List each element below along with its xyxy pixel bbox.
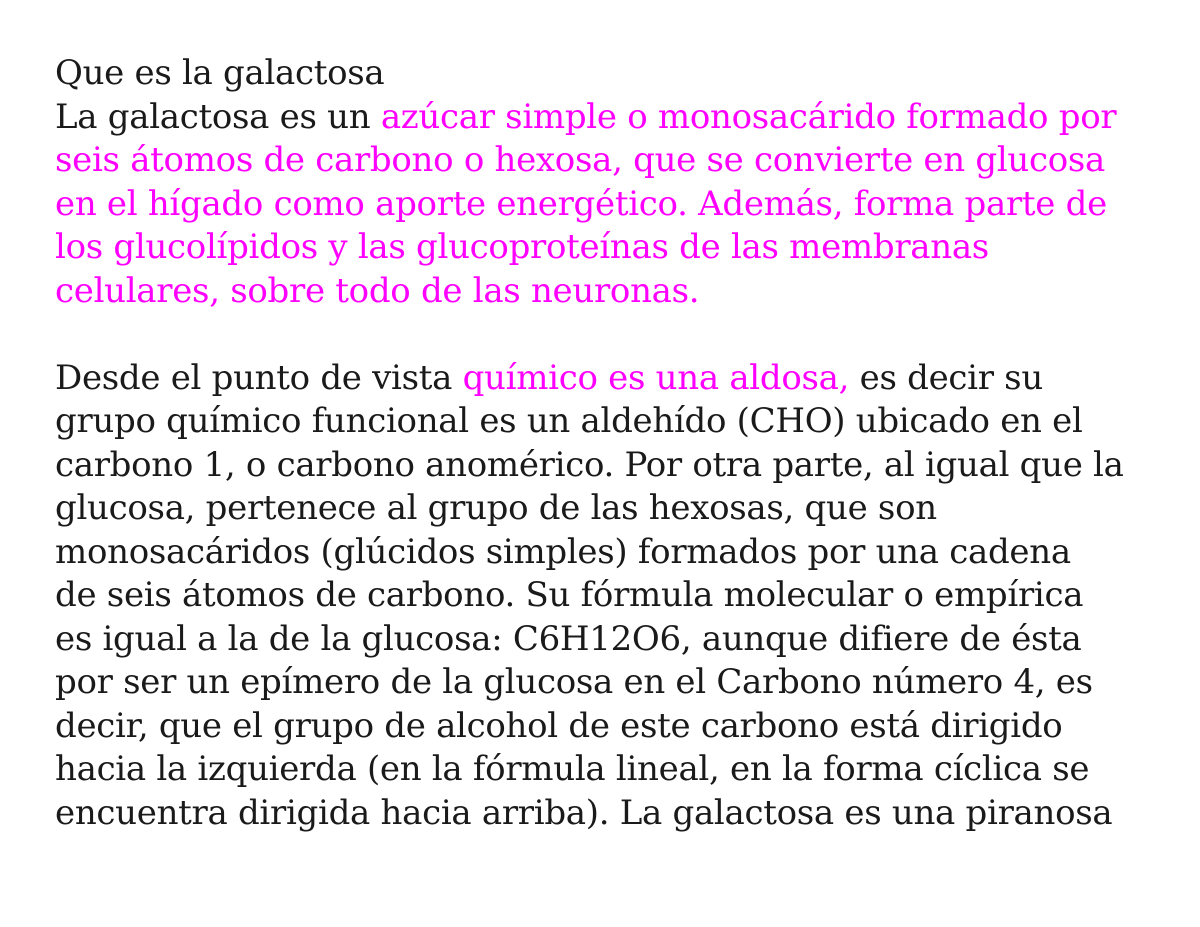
text-line: de seis átomos de carbono. Su fórmula molecular o empírica	[55, 575, 1084, 615]
highlighted-text: químico es una aldosa,	[462, 357, 850, 398]
highlighted-text: celulares, sobre todo de las neuronas.	[55, 270, 700, 311]
text-line: decir, que el grupo de alcohol de este carbono está dirigido	[55, 705, 1063, 746]
paragraph-definition	[55, 96, 1185, 314]
text-line	[55, 357, 1185, 401]
highlighted-text: azúcar simple o monosacárido formado por	[380, 96, 1117, 137]
text-line	[55, 96, 1185, 140]
text-line: monosacáridos (glúcidos simples) formados por una cadena	[55, 531, 1071, 572]
text-line: grupo químico funcional es un aldehído (CHO) ubicado en el	[55, 401, 1083, 441]
text-line: es igual a la de la glucosa: C6H12O6, aunque difiere de ésta	[55, 618, 1082, 659]
plain-text: La galactosa es un	[55, 96, 381, 137]
highlighted-text: seis átomos de carbono o hexosa, que se convierte en glucosa	[55, 140, 1106, 180]
text-line: hacia la izquierda (en la fórmula lineal, en la forma cíclica se	[55, 749, 1090, 789]
plain-text: es decir su	[849, 357, 1043, 398]
text-line: por ser un epímero de la glucosa en el Carbono número 4, es	[55, 662, 1093, 702]
plain-text: Desde el punto de vista	[55, 357, 463, 398]
text-line: encuentra dirigida hacia arriba). La galactosa es una piranosa	[55, 792, 1113, 833]
highlighted-text: los glucolípidos y las glucoproteínas de las membranas	[55, 227, 989, 267]
text-line: glucosa, pertenece al grupo de las hexosas, que son	[55, 488, 937, 528]
text-line: carbono 1, o carbono anomérico. Por otra parte, al igual que la	[55, 444, 1124, 485]
document-body	[55, 52, 1185, 835]
paragraph-spacer	[55, 313, 1185, 357]
highlighted-text: en el hígado como aporte energético. Además, forma parte de	[55, 183, 1107, 224]
document-title: Que es la galactosa	[55, 53, 385, 93]
paragraph-chemistry	[55, 357, 1185, 836]
